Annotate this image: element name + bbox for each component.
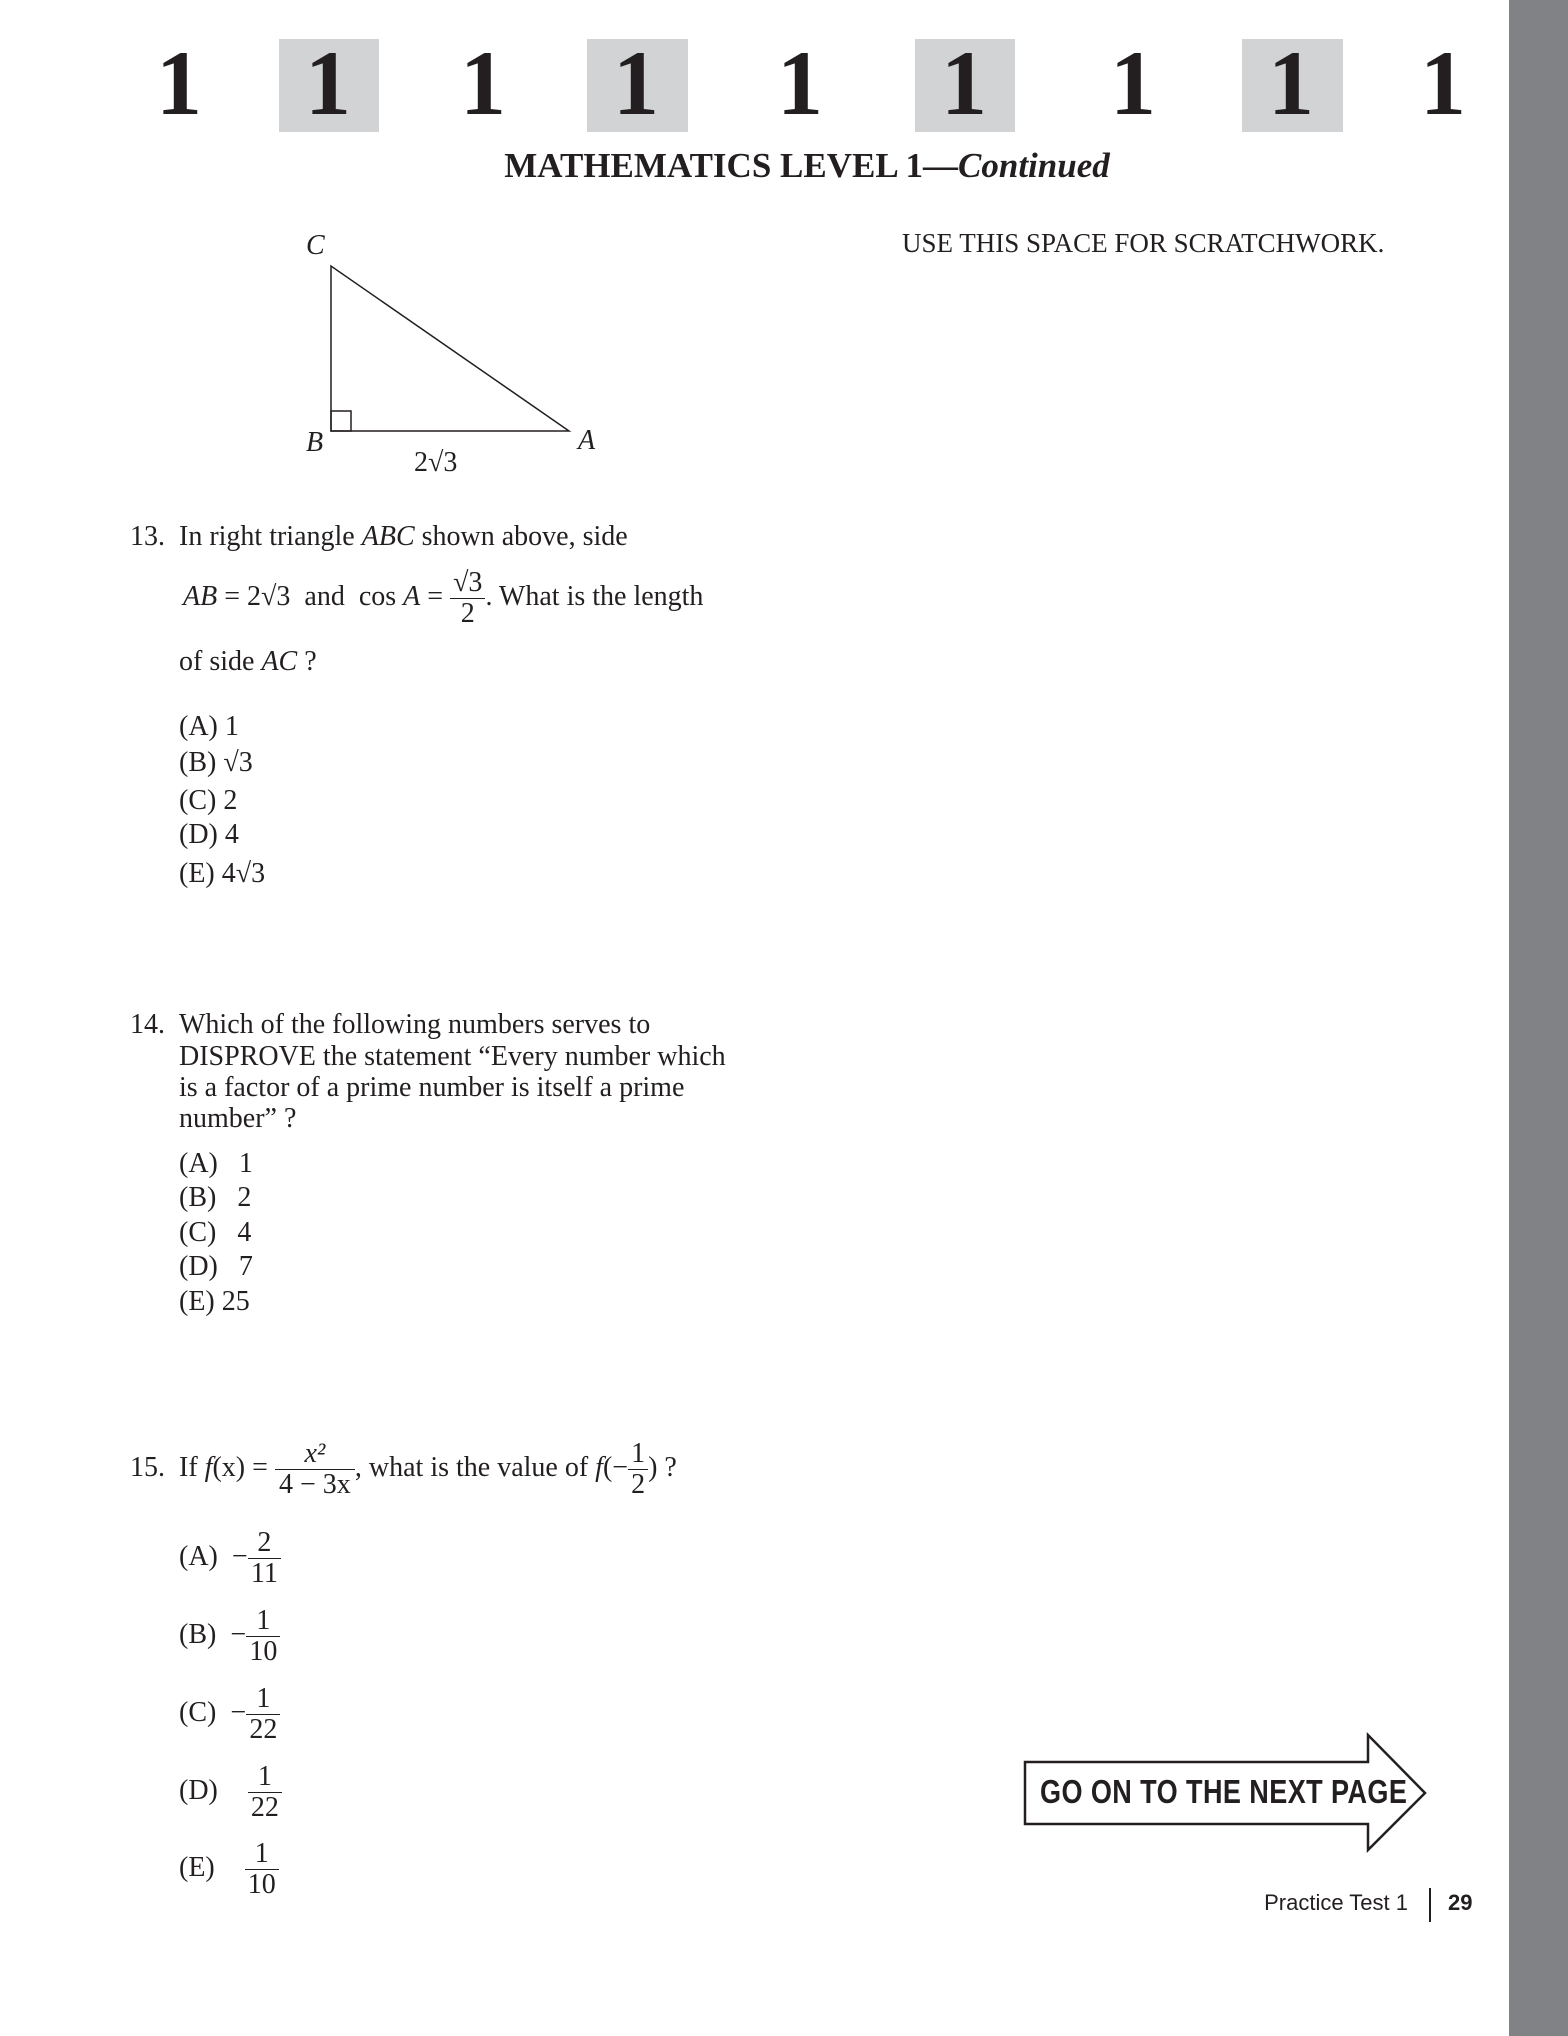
denominator: 2 bbox=[631, 1469, 646, 1501]
q13-line3 bbox=[179, 646, 317, 678]
numerator: x² bbox=[275, 1439, 355, 1470]
section-digit: 1 bbox=[1110, 32, 1156, 134]
q13-choice-a[interactable] bbox=[179, 711, 239, 743]
text: AC bbox=[261, 646, 298, 677]
text: ABC bbox=[361, 521, 415, 552]
denominator: 4 − 3x bbox=[278, 1469, 351, 1501]
text: shown above, side bbox=[414, 521, 628, 552]
q14-line: is a factor of a prime number is itself a prime bbox=[179, 1072, 685, 1103]
text: In right triangle bbox=[179, 521, 362, 552]
text: = 2 bbox=[217, 580, 262, 612]
q13-number: 13. bbox=[130, 521, 165, 552]
q15-stem bbox=[130, 1430, 677, 1506]
choice-label: (A) bbox=[179, 711, 218, 742]
text: √3 bbox=[261, 580, 291, 612]
text: f bbox=[595, 1452, 603, 1483]
choice-label: (C) bbox=[179, 785, 217, 816]
q13-line1 bbox=[179, 521, 628, 553]
section-digit: 1 bbox=[156, 32, 202, 134]
page-edge-band bbox=[1509, 0, 1568, 2036]
q14-choice-d[interactable] bbox=[179, 1251, 253, 1283]
section-digit: 1 bbox=[613, 32, 659, 134]
section-digit: 1 bbox=[305, 32, 351, 134]
denominator: 22 bbox=[249, 1714, 278, 1745]
q14-choice-e[interactable] bbox=[179, 1286, 250, 1318]
q13-choice-b[interactable] bbox=[179, 747, 253, 779]
numerator: 1 bbox=[245, 1839, 279, 1870]
right-angle-mark bbox=[331, 411, 351, 431]
side-ab-label: 2√3 bbox=[414, 447, 458, 478]
go-on-next-page: GO ON TO THE NEXT PAGE bbox=[1040, 1773, 1408, 1810]
q14-line: DISPROVE the statement “Every number which bbox=[179, 1041, 726, 1072]
text: , what is the value of bbox=[354, 1452, 596, 1483]
fraction bbox=[628, 1439, 648, 1500]
choice-value: 4 bbox=[237, 1217, 252, 1248]
footer-divider bbox=[1429, 1888, 1431, 1922]
q13-choice-d[interactable] bbox=[179, 819, 239, 851]
choice-value: 2 bbox=[237, 1182, 252, 1213]
text: A bbox=[403, 580, 421, 612]
section-digit: 1 bbox=[1420, 32, 1466, 134]
choice-value: 25 bbox=[221, 1286, 250, 1317]
title-continued: Continued bbox=[958, 146, 1110, 185]
fraction bbox=[450, 568, 485, 629]
vertex-label-b: B bbox=[306, 427, 324, 458]
q14-number: 14. bbox=[130, 1009, 165, 1040]
text: ) ? bbox=[648, 1452, 677, 1483]
q15-choice-a[interactable] bbox=[179, 1528, 281, 1589]
text: (x) = bbox=[212, 1452, 268, 1483]
text: (− bbox=[602, 1452, 629, 1483]
text: and bbox=[304, 580, 345, 612]
choice-label: (B) bbox=[179, 1618, 217, 1650]
choice-value: 1 bbox=[238, 1148, 253, 1179]
fraction bbox=[246, 1684, 280, 1745]
fraction bbox=[248, 1528, 281, 1589]
section-digit: 1 bbox=[460, 32, 506, 134]
text: = bbox=[420, 580, 444, 612]
q15-choice-e[interactable] bbox=[179, 1839, 279, 1900]
triangle-abc bbox=[331, 266, 569, 431]
denominator: 22 bbox=[250, 1792, 279, 1823]
choice-value: √3 bbox=[223, 747, 253, 778]
denominator: 10 bbox=[247, 1869, 276, 1900]
choice-label: (B) bbox=[179, 747, 217, 778]
section-digit: 1 bbox=[777, 32, 823, 134]
numerator: 1 bbox=[628, 1439, 648, 1470]
vertex-label-c: C bbox=[306, 230, 325, 261]
choice-label: (C) bbox=[179, 1217, 217, 1248]
fraction bbox=[246, 1606, 280, 1667]
q15-choice-b[interactable] bbox=[179, 1606, 280, 1667]
numerator: √3 bbox=[450, 568, 485, 599]
choice-value: 4√3 bbox=[221, 858, 266, 889]
numerator: 1 bbox=[246, 1684, 280, 1715]
numerator: 1 bbox=[248, 1762, 282, 1793]
numerator: 2 bbox=[248, 1528, 281, 1559]
text: cos bbox=[358, 580, 397, 612]
denominator: 10 bbox=[249, 1636, 278, 1667]
choice-value: 7 bbox=[238, 1251, 253, 1282]
denominator: 2 bbox=[460, 598, 475, 629]
scratchwork-label: USE THIS SPACE FOR SCRATCHWORK. bbox=[902, 228, 1385, 258]
fraction bbox=[248, 1762, 282, 1823]
q13-choice-e[interactable] bbox=[179, 858, 265, 890]
numerator: 1 bbox=[246, 1606, 280, 1637]
choice-value: 2 bbox=[223, 785, 238, 816]
choice-label: (A) bbox=[179, 1540, 218, 1572]
q14-choice-a[interactable] bbox=[179, 1148, 253, 1180]
fraction bbox=[245, 1839, 279, 1900]
q15-number: 15. bbox=[130, 1452, 165, 1483]
minus-sign: − bbox=[230, 1618, 247, 1650]
choice-label: (D) bbox=[179, 1774, 218, 1806]
vertex-label-a: A bbox=[578, 425, 596, 456]
q13-line2 bbox=[183, 568, 703, 629]
q15-choice-c[interactable] bbox=[179, 1684, 280, 1745]
choice-label: (C) bbox=[179, 1696, 217, 1728]
q15-choice-d[interactable] bbox=[179, 1762, 282, 1823]
title-main: MATHEMATICS LEVEL 1— bbox=[504, 146, 959, 185]
choice-label: (D) bbox=[179, 819, 218, 850]
choice-value: 4 bbox=[224, 819, 239, 850]
choice-label: (B) bbox=[179, 1182, 217, 1213]
choice-value: 1 bbox=[224, 711, 239, 742]
choice-label: (E) bbox=[179, 1286, 215, 1317]
q14-line: number” ? bbox=[179, 1103, 297, 1134]
minus-sign: − bbox=[231, 1540, 248, 1572]
q14-choice-c[interactable] bbox=[179, 1217, 251, 1249]
text: AB bbox=[183, 580, 218, 612]
text: . What is the length bbox=[485, 580, 704, 612]
section-digit: 1 bbox=[941, 32, 987, 134]
section-digit: 1 bbox=[1268, 32, 1314, 134]
fraction bbox=[275, 1439, 355, 1500]
text: If bbox=[179, 1452, 205, 1483]
page-number: 29 bbox=[1448, 1890, 1473, 1915]
footer-section: Practice Test 1 bbox=[1264, 1890, 1408, 1915]
minus-sign: − bbox=[230, 1696, 247, 1728]
text: f bbox=[204, 1452, 213, 1483]
denominator: 11 bbox=[250, 1558, 278, 1589]
choice-label: (D) bbox=[179, 1251, 218, 1282]
choice-label: (E) bbox=[179, 858, 215, 889]
q14-choice-b[interactable] bbox=[179, 1182, 251, 1214]
choice-label: (E) bbox=[179, 1851, 215, 1883]
triangle-figure bbox=[0, 0, 800, 500]
text: of side bbox=[179, 646, 262, 677]
text: ? bbox=[297, 646, 317, 677]
q13-choice-c[interactable] bbox=[179, 785, 237, 817]
q14-line: Which of the following numbers serves to bbox=[179, 1009, 651, 1040]
choice-label: (A) bbox=[179, 1148, 218, 1179]
